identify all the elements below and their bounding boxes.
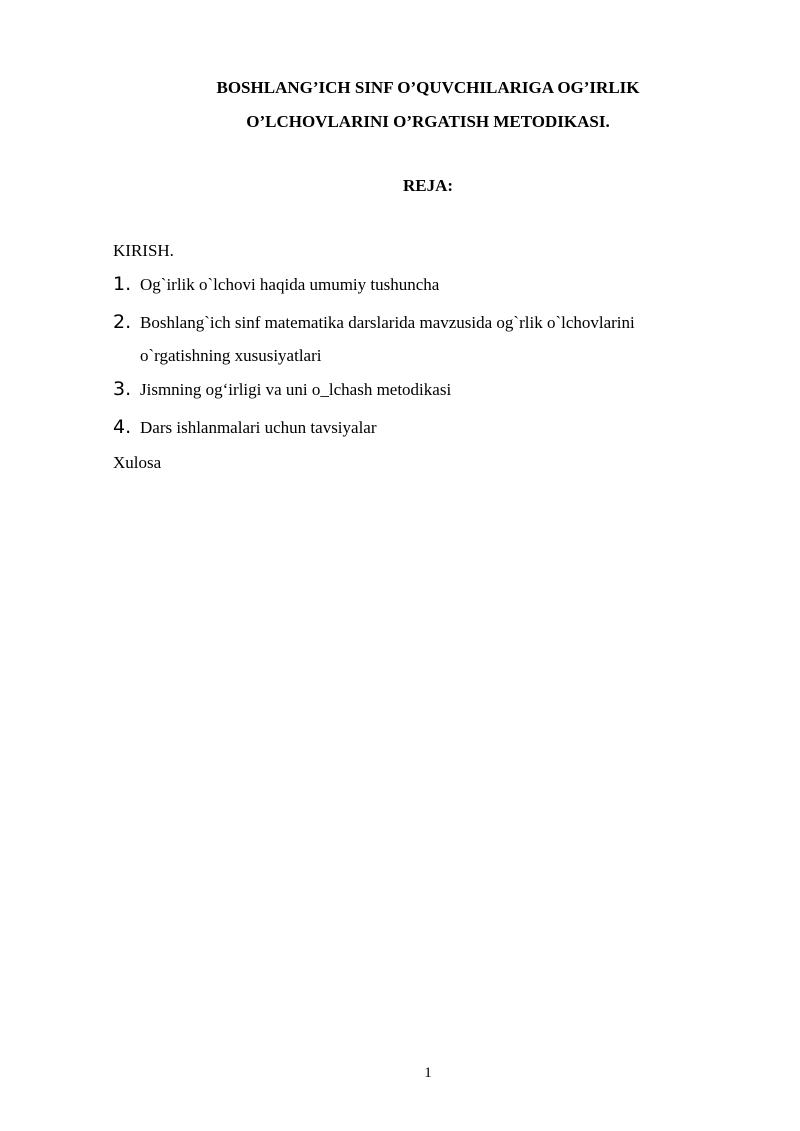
- plan-item-number: 4.: [113, 416, 132, 438]
- plan-item-number: 1.: [113, 273, 132, 295]
- document-title-line-1: BOSHLANG’ICH SINF O’QUVCHILARIGA OG’IRLIK: [216, 78, 640, 97]
- page-number: 1: [424, 1065, 432, 1081]
- intro-line: KIRISH.: [113, 241, 174, 260]
- plan-item-text: Boshlang`ich sinf matematika darslarida mavzusida og`rlik o`lchovlarini o`rgatishning xususiyatlari: [140, 313, 635, 365]
- plan-item-text: Jismning og‘irligi va uni o_lchash metodikasi: [140, 380, 452, 399]
- plan-item-number: 3.: [113, 378, 132, 400]
- document-title-line-2: O’LCHOVLARINI O’RGATISH METODIKASI.: [246, 112, 610, 131]
- conclusion-line: Xulosa: [113, 453, 162, 472]
- plan-item-text: Og`irlik o`lchovi haqida umumiy tushuncha: [140, 275, 440, 294]
- plan-item-text: Dars ishlanmalari uchun tavsiyalar: [140, 418, 377, 437]
- plan-heading: REJA:: [402, 176, 454, 195]
- plan-item-number: 2.: [113, 311, 132, 333]
